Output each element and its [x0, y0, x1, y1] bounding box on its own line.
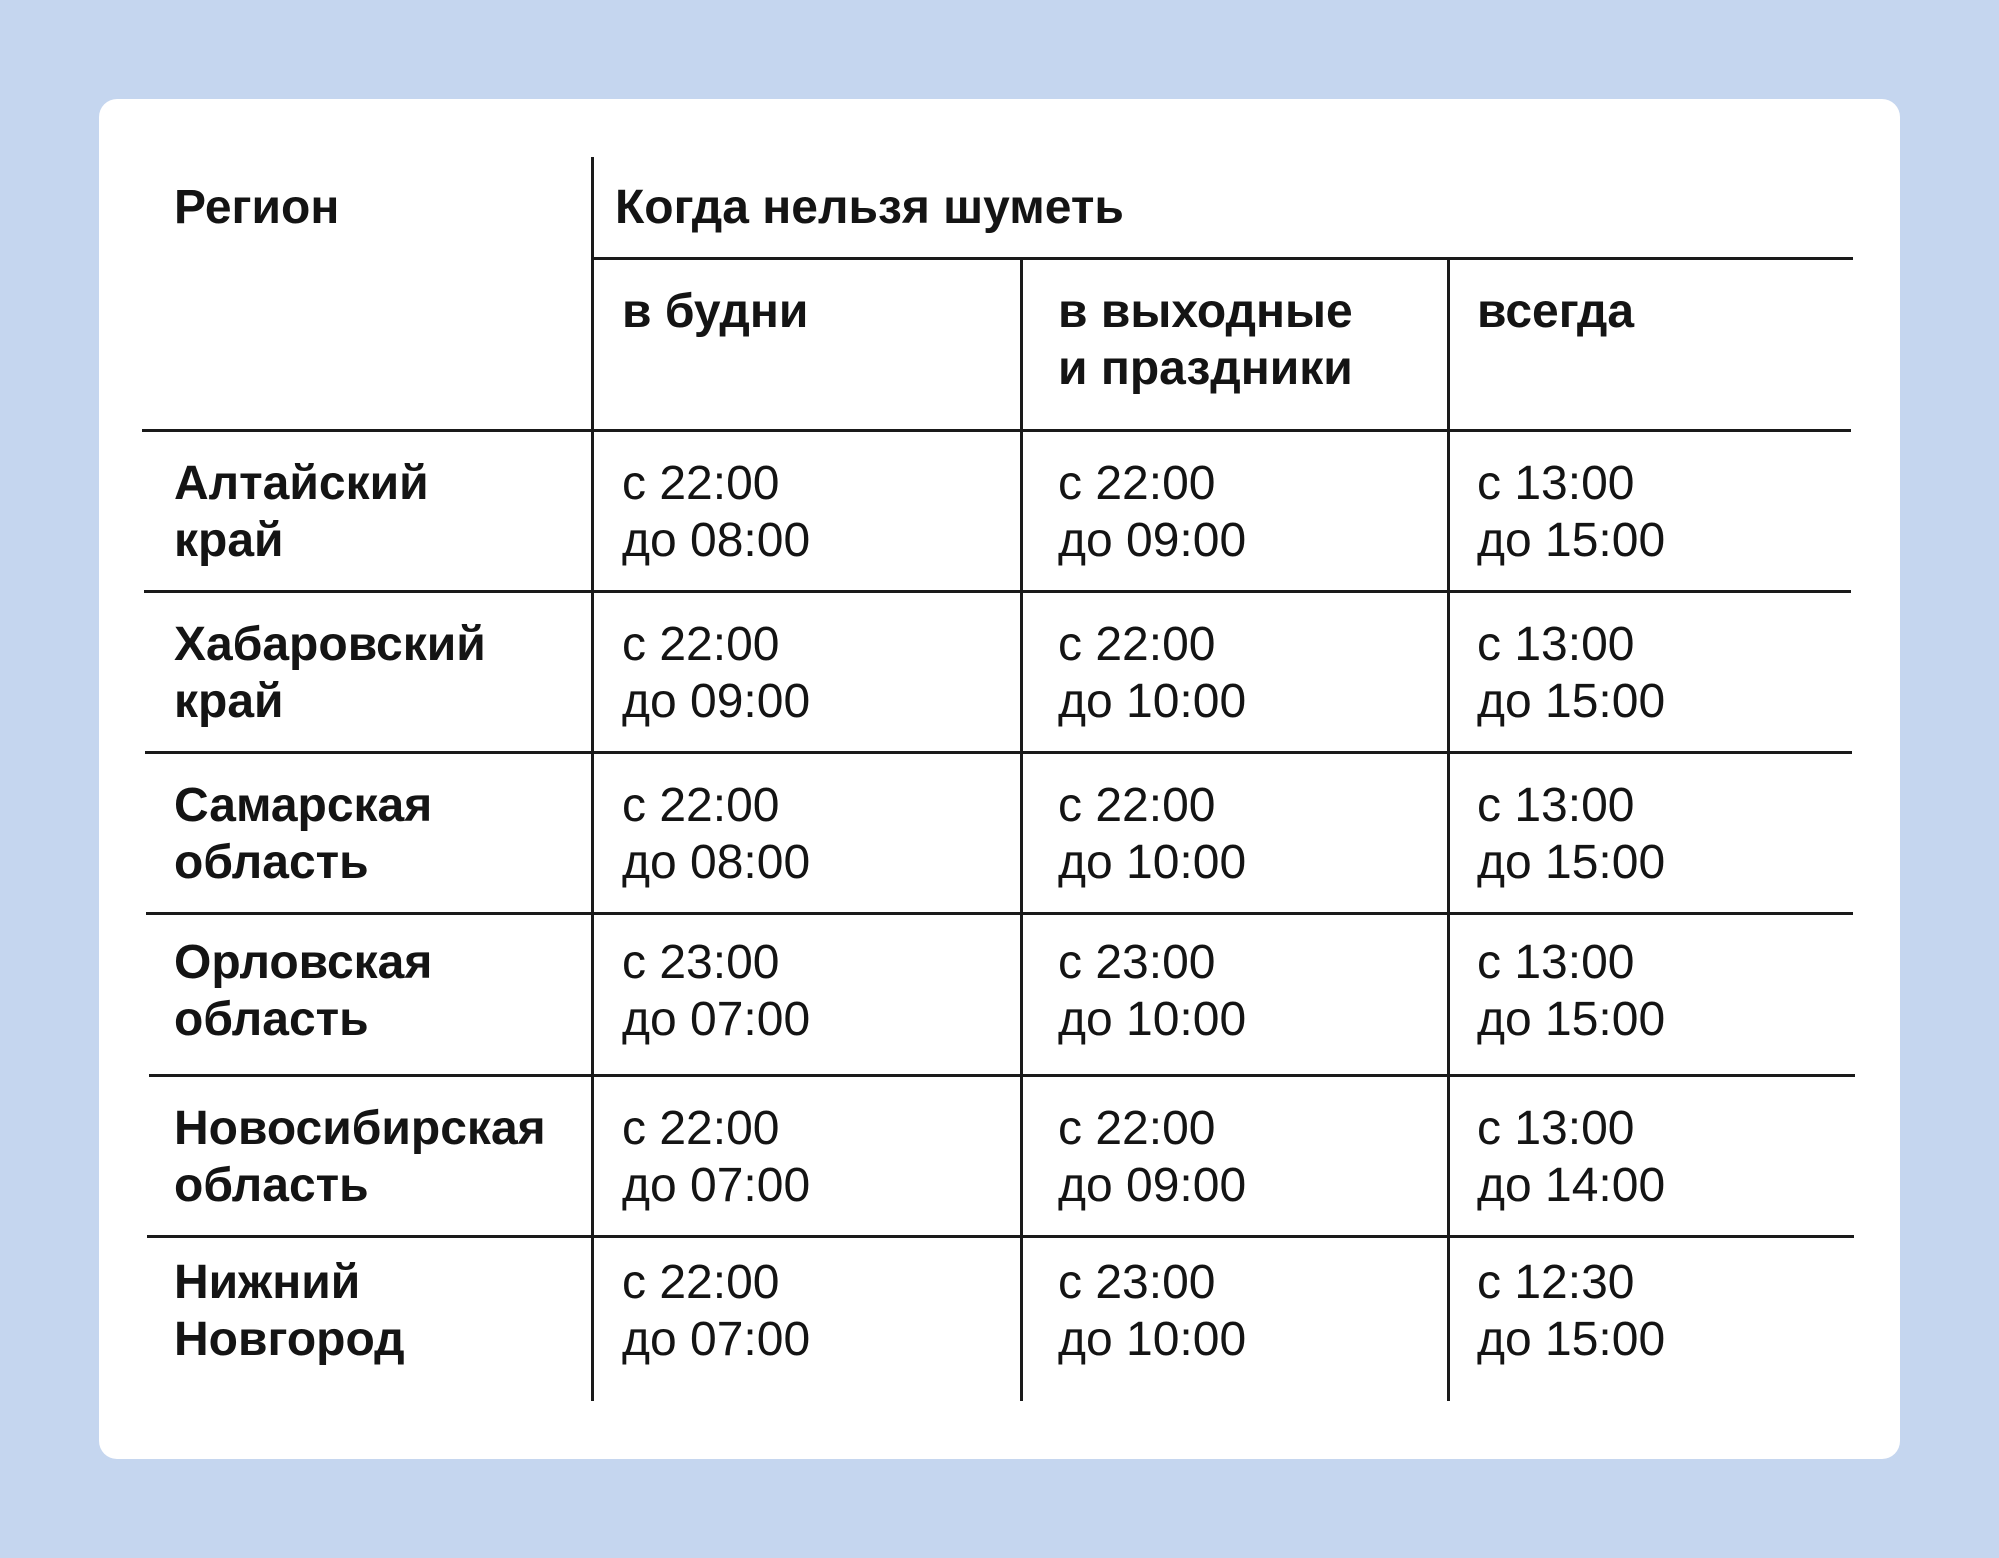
always-cell: с 13:00 до 15:00 [1477, 618, 1666, 728]
weekdays-cell: с 22:00 до 08:00 [622, 779, 811, 889]
header-always: всегда [1477, 285, 1635, 338]
weekdays-cell: с 23:00 до 07:00 [622, 936, 811, 1046]
divider-region-column [591, 157, 594, 1401]
header-group-title: Когда нельзя шуметь [615, 181, 1124, 234]
header-region: Регион [174, 181, 340, 234]
divider-header [142, 429, 1851, 432]
divider-row-5 [147, 1235, 1854, 1238]
region-cell: Новосибирская область [174, 1102, 546, 1212]
weekends-cell: с 22:00 до 10:00 [1058, 779, 1247, 889]
weekdays-cell: с 22:00 до 08:00 [622, 457, 811, 567]
always-cell: с 13:00 до 14:00 [1477, 1102, 1666, 1212]
always-cell: с 13:00 до 15:00 [1477, 457, 1666, 567]
weekdays-cell: с 22:00 до 09:00 [622, 618, 811, 728]
weekends-cell: с 22:00 до 10:00 [1058, 618, 1247, 728]
always-cell: с 12:30 до 15:00 [1477, 1256, 1666, 1366]
weekdays-cell: с 22:00 до 07:00 [622, 1256, 811, 1366]
region-cell: Самарская область [174, 779, 433, 889]
region-cell: Нижний Новгород [174, 1256, 405, 1366]
weekends-cell: с 23:00 до 10:00 [1058, 936, 1247, 1046]
weekdays-cell: с 22:00 до 07:00 [622, 1102, 811, 1212]
region-cell: Орловская область [174, 936, 433, 1046]
divider-row-3 [146, 912, 1853, 915]
weekends-cell: с 22:00 до 09:00 [1058, 1102, 1247, 1212]
table-card [99, 99, 1900, 1459]
always-cell: с 13:00 до 15:00 [1477, 779, 1666, 889]
weekends-cell: с 22:00 до 09:00 [1058, 457, 1247, 567]
divider-group-header [592, 257, 1853, 260]
divider-row-1 [144, 590, 1851, 593]
divider-row-4 [149, 1074, 1855, 1077]
divider-row-2 [145, 751, 1852, 754]
header-weekdays: в будни [622, 285, 809, 338]
header-weekends: в выходные и праздники [1058, 285, 1353, 395]
weekends-cell: с 23:00 до 10:00 [1058, 1256, 1247, 1366]
region-cell: Алтайский край [174, 457, 429, 567]
region-cell: Хабаровский край [174, 618, 486, 728]
always-cell: с 13:00 до 15:00 [1477, 936, 1666, 1046]
